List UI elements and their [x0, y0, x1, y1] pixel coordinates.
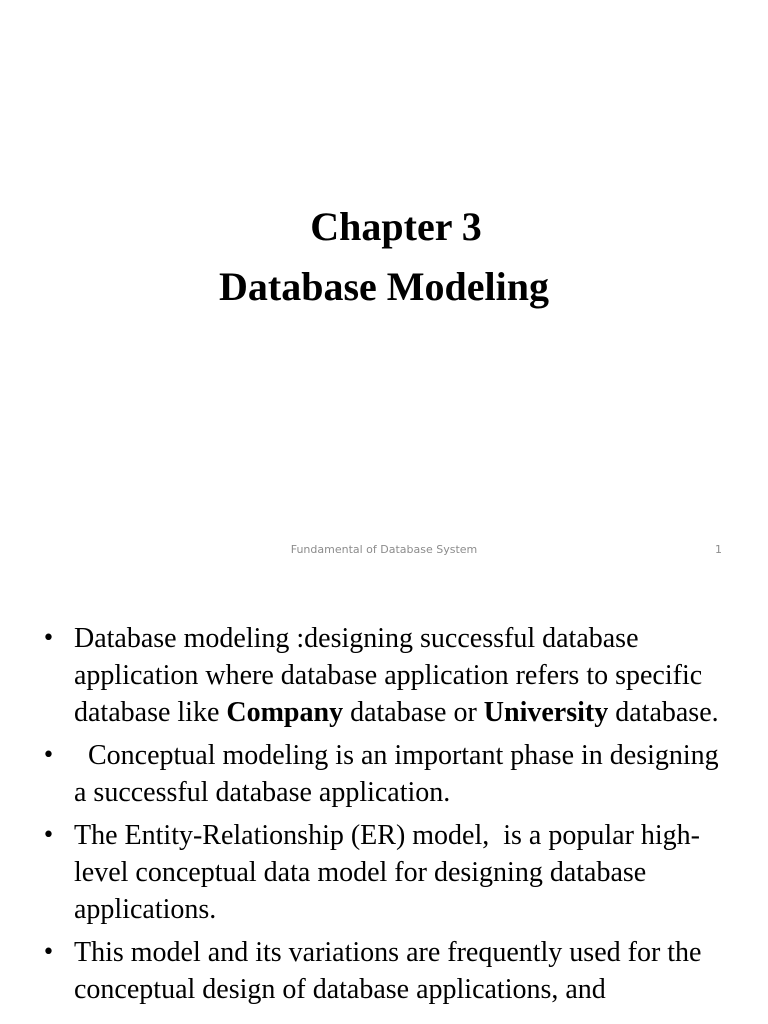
bullet-text: database.: [608, 697, 719, 728]
bullet-text: Database modeling :designing successful database application where database application refers to specific database like: [74, 623, 710, 728]
bullet-item: [38, 934, 738, 1008]
page-number: 1: [715, 543, 722, 556]
content-slide: [0, 576, 768, 1024]
bullet-text: database or: [343, 697, 484, 728]
bullet-bold-text: Company: [226, 697, 344, 728]
bullet-item: [38, 620, 738, 731]
bullet-dot-icon: •: [42, 743, 55, 768]
bullet-dot-icon: •: [42, 940, 55, 965]
bullet-list: [38, 620, 738, 1014]
bullet-item: [38, 817, 738, 928]
bullet-item: [38, 737, 738, 811]
bullet-dot-icon: •: [42, 626, 55, 651]
chapter-title: Chapter 3: [310, 204, 482, 249]
bullet-text: This model and its variations are frequently used for the conceptual design of database applications, and: [74, 937, 709, 1005]
slide-footer: Fundamental of Database System: [290, 543, 478, 556]
bullet-dot-icon: •: [42, 823, 55, 848]
bullet-text: Conceptual modeling is an important phase in designing a successful database application.: [74, 740, 726, 808]
chapter-subtitle: Database Modeling: [219, 264, 549, 309]
bullet-text: The Entity-Relationship (ER) model, is a popular high-level conceptual data model for designing database applications.: [74, 820, 700, 925]
bullet-bold-text: University: [483, 697, 609, 728]
